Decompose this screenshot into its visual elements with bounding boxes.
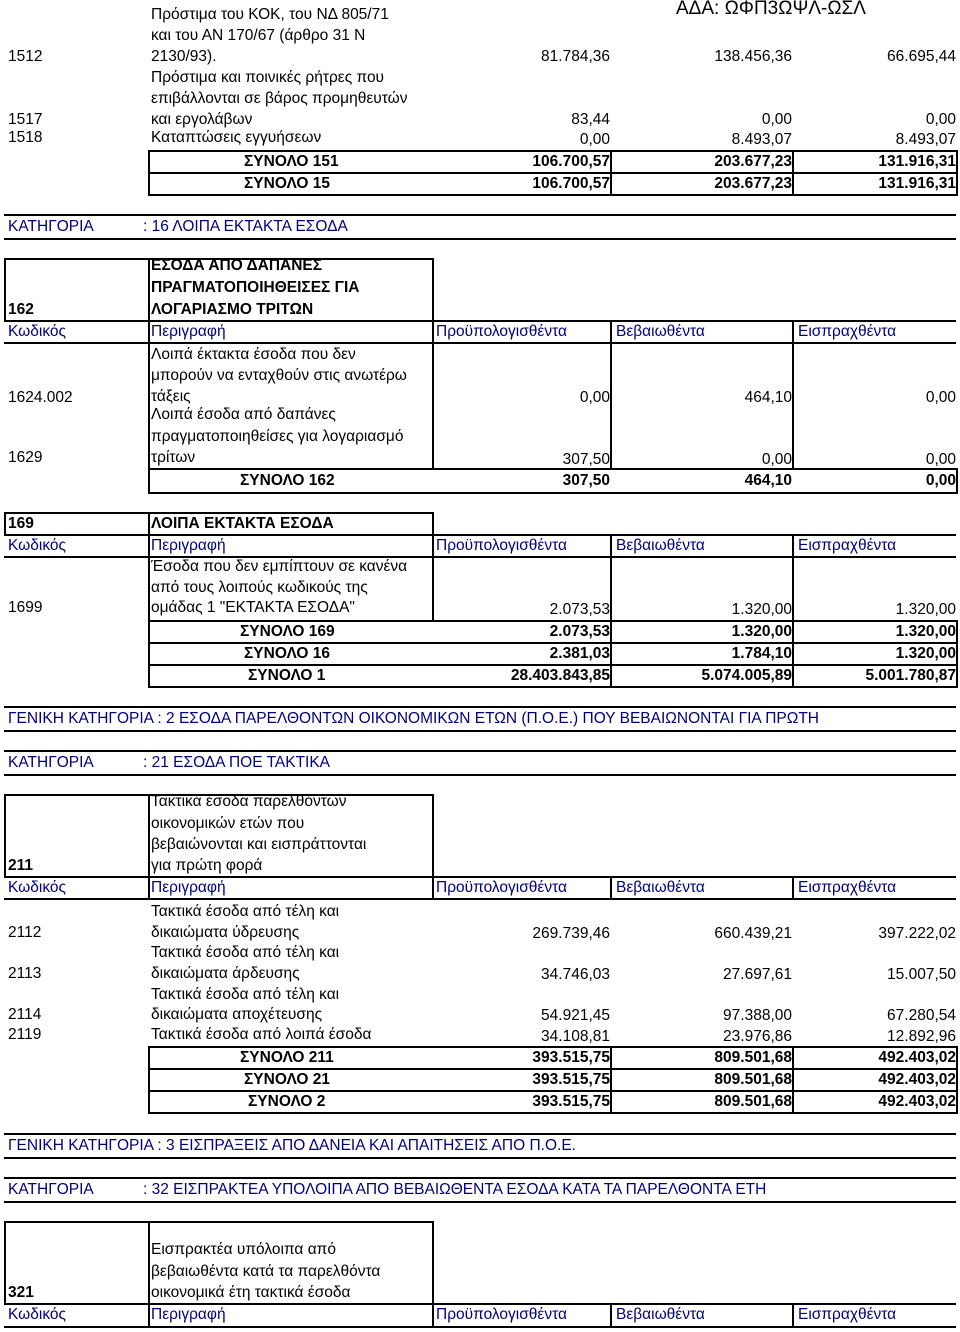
- gencat3: ΓΕΝΙΚΗ ΚΑΤΗΓΟΡΙΑ : 3 ΕΙΣΠΡΑΞΕΙΣ ΑΠΟ ΔΑΝΕΙΑ ΚΑΙ ΑΠΑΙΤΗΣΕΙΣ ΑΠΟ Π.Ο.Ε.: [8, 1137, 576, 1154]
- hdr4-code: Κωδικός: [8, 1306, 66, 1323]
- g162-title-l1: ΕΣΟΔΑ ΑΠΟ ΔΑΠΑΝΕΣ: [151, 257, 323, 274]
- table-rule-vertical: [148, 534, 150, 558]
- g321-code: 321: [8, 1284, 34, 1301]
- total-1-budget: 28.403.843,85: [510, 667, 610, 684]
- certified-2114: 97.388,00: [723, 1007, 792, 1024]
- table-rule-vertical: [956, 468, 958, 494]
- cat32-label: ΚΑΤΗΓΟΡΙΑ: [8, 1181, 94, 1198]
- hdr3-certified: Βεβαιωθέντα: [616, 879, 705, 896]
- table-rule-horizontal: [4, 342, 956, 344]
- table-rule-vertical: [610, 320, 612, 344]
- code-1512: 1512: [8, 48, 43, 65]
- g211-code: 211: [8, 857, 34, 874]
- table-rule-horizontal: [148, 150, 958, 152]
- hdr3-budget: Προϋπολογισθέντα: [436, 879, 567, 896]
- table-rule-vertical: [148, 794, 150, 878]
- table-rule-vertical: [148, 1221, 150, 1305]
- desc-1699-l3: ομάδας 1 "ΕΚΤΑΚΤΑ ΕΣΟΔΑ": [151, 599, 355, 616]
- g162-code: 162: [8, 301, 34, 318]
- total-16-label: ΣΥΝΟΛΟ 16: [244, 645, 330, 662]
- table-rule-vertical: [148, 876, 150, 900]
- code-2113: 2113: [8, 965, 42, 982]
- budget-2113: 34.746,03: [541, 966, 610, 983]
- total-162-label: ΣΥΝΟΛΟ 162: [240, 472, 335, 489]
- total-15-certified: 203.677,23: [714, 175, 792, 192]
- table-rule-horizontal: [148, 492, 958, 494]
- g321-title-l1: Εισπρακτέα υπόλοιπα από: [151, 1241, 336, 1258]
- hdr4-collected: Εισπραχθέντα: [798, 1306, 897, 1323]
- table-rule-vertical: [792, 620, 794, 688]
- table-rule-horizontal: [148, 620, 958, 622]
- total-15-budget: 106.700,57: [532, 175, 610, 192]
- desc-1517-l1: Πρόστιμα και ποινικές ρήτρες που: [151, 69, 385, 86]
- collected-2112: 397.222,02: [878, 925, 956, 942]
- desc-1512-l2: και του ΑΝ 170/67 (άρθρο 31 Ν: [151, 27, 366, 44]
- hdr2-collected: Εισπραχθέντα: [798, 537, 897, 554]
- table-rule-horizontal: [4, 1326, 956, 1328]
- code-1518: 1518: [8, 129, 43, 146]
- total-15-collected: 131.916,31: [878, 175, 956, 192]
- total-2-label: ΣΥΝΟΛΟ 2: [248, 1093, 326, 1110]
- table-rule-horizontal: [4, 876, 956, 878]
- table-rule-vertical: [610, 1046, 612, 1114]
- desc-2112-l2: δικαιώματα ύδρευσης: [151, 924, 300, 941]
- desc-2112-l1: Τακτικά έσοδα από τέλη και: [151, 903, 340, 920]
- table-rule-horizontal: [4, 1303, 956, 1305]
- table-rule-vertical: [148, 320, 150, 344]
- hdr4-certified: Βεβαιωθέντα: [616, 1306, 705, 1323]
- total-2-budget: 393.515,75: [532, 1093, 610, 1110]
- certified-1518: 8.493,07: [731, 131, 792, 148]
- table-rule-vertical: [792, 320, 794, 344]
- table-rule-horizontal: [4, 556, 956, 558]
- code-1629: 1629: [8, 449, 43, 466]
- total-169-label: ΣΥΝΟΛΟ 169: [240, 623, 335, 640]
- table-rule-vertical: [4, 258, 6, 322]
- hdr1-code: Κωδικός: [8, 323, 66, 340]
- total-21-budget: 393.515,75: [532, 1071, 610, 1088]
- table-rule-vertical: [4, 512, 6, 536]
- total-21-label: ΣΥΝΟΛΟ 21: [244, 1071, 330, 1088]
- total-15-label: ΣΥΝΟΛΟ 15: [244, 175, 330, 192]
- certified-1699: 1.320,00: [731, 601, 792, 618]
- g169-title: ΛΟΙΠΑ ΕΚΤΑΚΤΑ ΕΣΟΔΑ: [151, 515, 334, 532]
- table-rule-vertical: [610, 534, 612, 558]
- g211-title-l1: Τακτικά έσοδα παρελθόντων: [151, 793, 347, 810]
- table-rule-vertical: [4, 1221, 6, 1305]
- g211-title-l3: βεβαιώνονται και εισπράττονται: [151, 836, 367, 853]
- table-rule-vertical: [610, 342, 612, 468]
- desc-1517-l2: επιβάλλονται σε βάρος προμηθευτών: [151, 90, 408, 107]
- table-rule-horizontal: [4, 750, 956, 752]
- table-rule-vertical: [610, 1303, 612, 1328]
- total-21-collected: 492.403,02: [878, 1071, 956, 1088]
- table-rule-vertical: [792, 342, 794, 468]
- table-rule-vertical: [432, 512, 434, 536]
- collected-1512: 66.695,44: [887, 48, 956, 65]
- total-151-certified: 203.677,23: [714, 153, 792, 170]
- table-rule-vertical: [792, 1303, 794, 1328]
- g162-title-l2: ΠΡΑΓΜΑΤΟΠΟΙΗΘΕΙΣΕΣ ΓΙΑ: [151, 279, 360, 296]
- budget-1699: 2.073,53: [549, 601, 610, 618]
- desc-1629-l2: πραγματοποιηθείσες για λογαριασμό: [151, 428, 404, 445]
- table-rule-vertical: [432, 1303, 434, 1328]
- table-rule-horizontal: [148, 194, 958, 196]
- table-rule-horizontal: [148, 468, 958, 470]
- table-rule-horizontal: [4, 512, 434, 514]
- collected-1699: 1.320,00: [895, 601, 956, 618]
- table-rule-vertical: [956, 1046, 958, 1114]
- cat16-label: ΚΑΤΗΓΟΡΙΑ: [8, 218, 94, 235]
- desc-2119: Τακτικά έσοδα από λοιπά έσοδα: [151, 1026, 372, 1043]
- budget-1518: 0,00: [579, 131, 610, 148]
- table-rule-vertical: [610, 620, 612, 688]
- total-151-label: ΣΥΝΟΛΟ 151: [244, 153, 339, 170]
- total-1-certified: 5.074.005,89: [701, 667, 792, 684]
- total-16-budget: 2.381,03: [549, 645, 610, 662]
- table-rule-horizontal: [4, 1157, 956, 1159]
- desc-1517-l3: και εργολάβων: [151, 111, 253, 128]
- table-rule-horizontal: [4, 1133, 956, 1135]
- desc-2113-l1: Τακτικά έσοδα από τέλη και: [151, 944, 340, 961]
- table-rule-vertical: [432, 794, 434, 878]
- desc-1624-l2: μπορούν να ενταχθούν στις ανωτέρω: [151, 367, 407, 384]
- total-16-certified: 1.784,10: [731, 645, 792, 662]
- code-2114: 2114: [8, 1006, 42, 1023]
- certified-1517: 0,00: [761, 111, 792, 128]
- desc-2114-l1: Τακτικά έσοδα από τέλη και: [151, 986, 340, 1003]
- table-rule-horizontal: [4, 534, 956, 536]
- total-1-label: ΣΥΝΟΛΟ 1: [248, 667, 326, 684]
- certified-2112: 660.439,21: [714, 925, 792, 942]
- cat16-value: : 16 ΛΟΙΠΑ ΕΚΤΑΚΤΑ ΕΣΟΔΑ: [143, 218, 348, 235]
- desc-1699-l1: Έσοδα που δεν εμπίπτουν σε κανένα: [151, 558, 408, 575]
- table-rule-vertical: [792, 876, 794, 900]
- total-151-collected: 131.916,31: [878, 153, 956, 170]
- watermark: ΑΔΑ: ΩΦΠ3ΩΨΛ-ΩΣΛ: [676, 0, 866, 19]
- desc-1624-l3: τάξεις: [151, 388, 191, 405]
- total-211-collected: 492.403,02: [878, 1049, 956, 1066]
- code-1517: 1517: [8, 111, 43, 128]
- total-162-collected: 0,00: [925, 472, 956, 489]
- table-rule-vertical: [432, 342, 434, 468]
- table-rule-horizontal: [4, 1177, 956, 1179]
- collected-2113: 15.007,50: [887, 966, 956, 983]
- gencat2: ΓΕΝΙΚΗ ΚΑΤΗΓΟΡΙΑ : 2 ΕΣΟΔΑ ΠΑΡΕΛΘΟΝΤΩΝ ΟΙΚΟΝΟΜΙΚΩΝ ΕΤΩΝ (Π.Ο.Ε.) ΠΟΥ ΒΕΒΑΙΩΝΟΝΤΑΙ ΓΙΑ ΠΡΩΤΗ: [8, 710, 819, 727]
- table-rule-vertical: [4, 794, 6, 878]
- code-1624-002: 1624.002: [8, 389, 73, 406]
- total-162-budget: 307,50: [562, 472, 610, 489]
- g169-code: 169: [8, 515, 34, 532]
- certified-1629: 0,00: [761, 451, 792, 468]
- desc-1512-l3: 2130/93).: [151, 48, 217, 65]
- table-rule-vertical: [792, 556, 794, 620]
- code-2112: 2112: [8, 924, 42, 941]
- total-16-collected: 1.320,00: [895, 645, 956, 662]
- total-169-collected: 1.320,00: [895, 623, 956, 640]
- desc-1518: Καταπτώσεις εγγυήσεων: [151, 129, 322, 146]
- budget-2119: 34.108,81: [541, 1028, 610, 1045]
- table-rule-vertical: [148, 556, 150, 620]
- g321-title-l2: βεβαιωθέντα κατά τα παρελθόντα: [151, 1263, 381, 1280]
- hdr2-budget: Προϋπολογισθέντα: [436, 537, 567, 554]
- hdr1-desc: Περιγραφή: [151, 323, 226, 340]
- g211-title-l4: για πρώτη φορά: [151, 857, 263, 874]
- table-rule-horizontal: [4, 1221, 434, 1223]
- code-2119: 2119: [8, 1026, 42, 1043]
- table-rule-horizontal: [4, 238, 956, 240]
- table-rule-vertical: [148, 1303, 150, 1328]
- hdr1-certified: Βεβαιωθέντα: [616, 323, 705, 340]
- desc-1624-l1: Λοιπά έκτακτα έσοδα που δεν: [151, 346, 356, 363]
- budget-1512: 81.784,36: [541, 48, 610, 65]
- cat32-value: : 32 ΕΙΣΠΡΑΚΤΕΑ ΥΠΟΛΟΙΠΑ ΑΠΟ ΒΕΒΑΙΩΘΕΝΤΑ ΕΣΟΔΑ ΚΑΤΑ ΤΑ ΠΑΡΕΛΘΟΝΤΑ ΕΤΗ: [143, 1181, 767, 1198]
- table-rule-horizontal: [148, 686, 958, 688]
- hdr4-budget: Προϋπολογισθέντα: [436, 1306, 567, 1323]
- total-1-collected: 5.001.780,87: [865, 667, 956, 684]
- collected-1629: 0,00: [925, 451, 956, 468]
- total-2-collected: 492.403,02: [878, 1093, 956, 1110]
- table-rule-horizontal: [148, 1112, 958, 1114]
- table-rule-vertical: [610, 556, 612, 620]
- collected-2119: 12.892,96: [887, 1028, 956, 1045]
- hdr3-desc: Περιγραφή: [151, 879, 226, 896]
- hdr1-collected: Εισπραχθέντα: [798, 323, 897, 340]
- cat21-label: ΚΑΤΗΓΟΡΙΑ: [8, 754, 94, 771]
- budget-2114: 54.921,45: [541, 1007, 610, 1024]
- hdr3-collected: Εισπραχθέντα: [798, 879, 897, 896]
- table-rule-horizontal: [148, 1090, 958, 1092]
- certified-1512: 138.456,36: [714, 48, 792, 65]
- table-rule-vertical: [148, 620, 150, 688]
- table-rule-vertical: [792, 1046, 794, 1114]
- table-rule-horizontal: [148, 664, 958, 666]
- table-rule-horizontal: [148, 172, 958, 174]
- budget-1624: 0,00: [579, 389, 610, 406]
- table-rule-vertical: [432, 534, 434, 558]
- budget-1629: 307,50: [562, 451, 610, 468]
- table-rule-vertical: [432, 1221, 434, 1305]
- cat21-value: : 21 ΕΣΟΔΑ ΠΟΕ ΤΑΚΤΙΚΑ: [143, 754, 331, 771]
- desc-1629-l1: Λοιπά έσοδα από δαπάνες: [151, 406, 336, 423]
- total-21-certified: 809.501,68: [714, 1071, 792, 1088]
- table-rule-vertical: [148, 468, 150, 494]
- collected-1518: 8.493,07: [895, 131, 956, 148]
- collected-1624: 0,00: [925, 389, 956, 406]
- hdr1-budget: Προϋπολογισθέντα: [436, 323, 567, 340]
- certified-1624: 464,10: [744, 389, 792, 406]
- hdr2-code: Κωδικός: [8, 537, 66, 554]
- hdr3-code: Κωδικός: [8, 879, 66, 896]
- table-rule-horizontal: [4, 214, 956, 216]
- collected-2114: 67.280,54: [887, 1007, 956, 1024]
- table-rule-vertical: [148, 512, 150, 536]
- total-169-certified: 1.320,00: [731, 623, 792, 640]
- total-211-label: ΣΥΝΟΛΟ 211: [240, 1049, 334, 1066]
- table-rule-horizontal: [4, 730, 956, 732]
- total-2-certified: 809.501,68: [714, 1093, 792, 1110]
- table-rule-horizontal: [4, 706, 956, 708]
- table-rule-vertical: [148, 342, 150, 468]
- g211-title-l2: οικονομικών ετών που: [151, 815, 305, 832]
- table-rule-horizontal: [148, 642, 958, 644]
- hdr2-desc: Περιγραφή: [151, 537, 226, 554]
- hdr2-certified: Βεβαιωθέντα: [616, 537, 705, 554]
- table-rule-vertical: [792, 534, 794, 558]
- budget-1517: 83,44: [571, 111, 610, 128]
- total-162-certified: 464,10: [744, 472, 792, 489]
- desc-2113-l2: δικαιώματα άρδευσης: [151, 965, 300, 982]
- hdr4-desc: Περιγραφή: [151, 1306, 226, 1323]
- collected-1517: 0,00: [925, 111, 956, 128]
- table-rule-vertical: [432, 556, 434, 620]
- table-rule-vertical: [432, 876, 434, 900]
- desc-2114-l2: δικαιώματα αποχέτευσης: [151, 1006, 323, 1023]
- table-rule-vertical: [148, 1046, 150, 1114]
- table-rule-horizontal: [4, 898, 956, 900]
- budget-2112: 269.739,46: [532, 925, 610, 942]
- desc-1512-l1: Πρόστιμα του ΚΟΚ, του ΝΔ 805/71: [151, 6, 389, 23]
- table-rule-horizontal: [4, 774, 956, 776]
- table-rule-horizontal: [4, 320, 956, 322]
- total-211-certified: 809.501,68: [714, 1049, 792, 1066]
- total-151-budget: 106.700,57: [532, 153, 610, 170]
- table-rule-vertical: [432, 320, 434, 344]
- g321-title-l3: οικονομικά έτη τακτικά έσοδα: [151, 1284, 351, 1301]
- total-211-budget: 393.515,75: [532, 1049, 610, 1066]
- table-rule-vertical: [432, 258, 434, 322]
- g162-title-l3: ΛΟΓΑΡΙΑΣΜΟ ΤΡΙΤΩΝ: [151, 301, 314, 318]
- certified-2113: 27.697,61: [723, 966, 792, 983]
- table-rule-horizontal: [148, 1068, 958, 1070]
- desc-1699-l2: από τους λοιπούς κωδικούς της: [151, 579, 368, 596]
- code-1699: 1699: [8, 599, 43, 616]
- certified-2119: 23.976,86: [723, 1028, 792, 1045]
- table-rule-vertical: [956, 620, 958, 688]
- table-rule-vertical: [148, 258, 150, 322]
- total-169-budget: 2.073,53: [549, 623, 610, 640]
- desc-1629-l3: τρίτων: [151, 449, 196, 466]
- table-rule-vertical: [610, 876, 612, 900]
- table-rule-horizontal: [148, 1046, 958, 1048]
- table-rule-horizontal: [4, 1201, 956, 1203]
